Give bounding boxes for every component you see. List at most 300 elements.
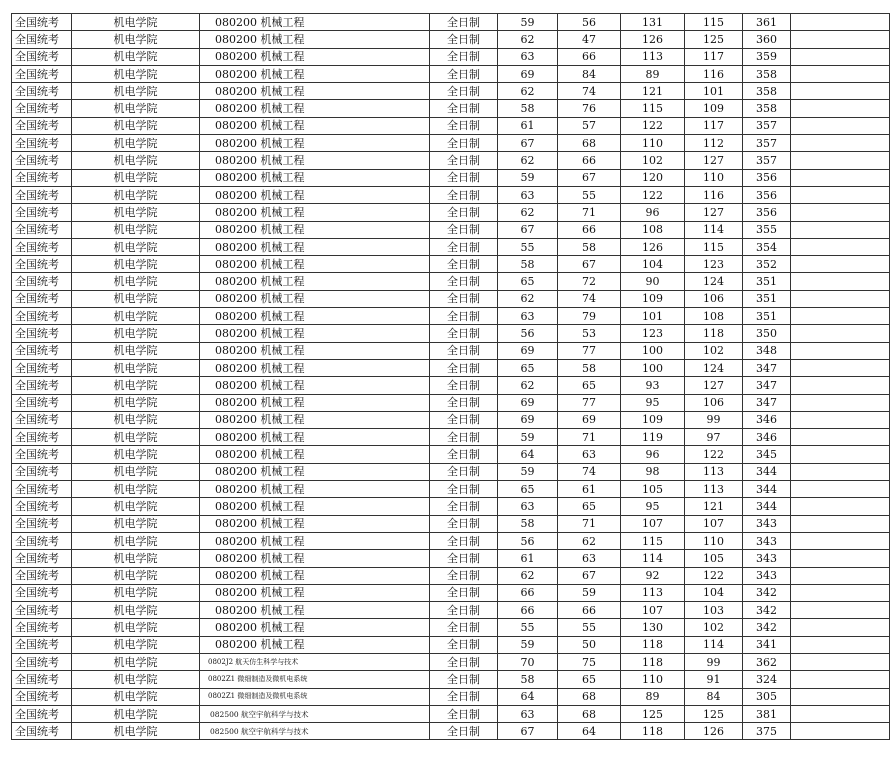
table-body <box>12 14 890 740</box>
exam-type-cell: 全国统考 <box>12 117 72 134</box>
college-cell: 机电学院 <box>72 446 200 463</box>
score-language-cell: 74 <box>558 83 621 100</box>
score-language-cell: 50 <box>558 636 621 653</box>
blank-cell <box>311 636 430 653</box>
exam-type-cell: 全国统考 <box>12 584 72 601</box>
major-cell: 080200 机械工程 <box>200 550 311 567</box>
table-row <box>12 653 890 670</box>
college-cell: 机电学院 <box>72 186 200 203</box>
major-cell: 080200 机械工程 <box>200 169 311 186</box>
score-math-cell: 126 <box>621 238 685 255</box>
score-politics-cell: 63 <box>498 186 558 203</box>
study-mode-cell: 全日制 <box>430 359 498 376</box>
table-row <box>12 429 890 446</box>
major-cell: 080200 机械工程 <box>200 446 311 463</box>
total-score-cell: 346 <box>743 411 791 428</box>
score-politics-cell: 55 <box>498 238 558 255</box>
blank-cell <box>311 117 430 134</box>
exam-type-cell: 全国统考 <box>12 238 72 255</box>
score-politics-cell: 66 <box>498 602 558 619</box>
blank-cell <box>311 567 430 584</box>
score-professional-cell: 101 <box>685 83 743 100</box>
score-language-cell: 66 <box>558 221 621 238</box>
blank-cell <box>311 705 430 722</box>
note-cell <box>791 411 890 428</box>
note-cell <box>791 31 890 48</box>
study-mode-cell: 全日制 <box>430 290 498 307</box>
table-row <box>12 532 890 549</box>
total-score-cell: 343 <box>743 550 791 567</box>
score-math-cell: 107 <box>621 515 685 532</box>
college-cell: 机电学院 <box>72 65 200 82</box>
score-math-cell: 96 <box>621 204 685 221</box>
score-math-cell: 110 <box>621 671 685 688</box>
blank-cell <box>311 429 430 446</box>
table-row <box>12 83 890 100</box>
note-cell <box>791 359 890 376</box>
score-math-cell: 109 <box>621 290 685 307</box>
table-row <box>12 117 890 134</box>
score-professional-cell: 127 <box>685 377 743 394</box>
major-cell: 080200 机械工程 <box>200 152 311 169</box>
table-row <box>12 273 890 290</box>
table-row <box>12 204 890 221</box>
score-politics-cell: 55 <box>498 619 558 636</box>
college-cell: 机电学院 <box>72 31 200 48</box>
college-cell: 机电学院 <box>72 152 200 169</box>
table-row <box>12 411 890 428</box>
score-math-cell: 118 <box>621 653 685 670</box>
score-math-cell: 95 <box>621 498 685 515</box>
exam-type-cell: 全国统考 <box>12 463 72 480</box>
major-cell: 080200 机械工程 <box>200 204 311 221</box>
score-language-cell: 53 <box>558 325 621 342</box>
score-politics-cell: 59 <box>498 463 558 480</box>
exam-type-cell: 全国统考 <box>12 481 72 498</box>
score-language-cell: 63 <box>558 550 621 567</box>
college-cell: 机电学院 <box>72 204 200 221</box>
exam-type-cell: 全国统考 <box>12 221 72 238</box>
major-cell: 080200 机械工程 <box>200 65 311 82</box>
major-cell: 080200 机械工程 <box>200 342 311 359</box>
score-math-cell: 105 <box>621 481 685 498</box>
score-math-cell: 108 <box>621 221 685 238</box>
score-professional-cell: 115 <box>685 238 743 255</box>
college-cell: 机电学院 <box>72 325 200 342</box>
score-professional-cell: 99 <box>685 411 743 428</box>
score-language-cell: 47 <box>558 31 621 48</box>
exam-type-cell: 全国统考 <box>12 152 72 169</box>
score-math-cell: 89 <box>621 688 685 705</box>
score-math-cell: 118 <box>621 723 685 740</box>
blank-cell <box>311 515 430 532</box>
blank-cell <box>311 204 430 221</box>
college-cell: 机电学院 <box>72 290 200 307</box>
study-mode-cell: 全日制 <box>430 100 498 117</box>
major-cell: 082500 航空宇航科学与技术 <box>200 705 311 722</box>
score-math-cell: 98 <box>621 463 685 480</box>
score-math-cell: 119 <box>621 429 685 446</box>
table-row <box>12 619 890 636</box>
score-math-cell: 107 <box>621 602 685 619</box>
total-score-cell: 360 <box>743 31 791 48</box>
total-score-cell: 354 <box>743 238 791 255</box>
score-politics-cell: 61 <box>498 117 558 134</box>
table-row <box>12 671 890 688</box>
total-score-cell: 324 <box>743 671 791 688</box>
total-score-cell: 351 <box>743 308 791 325</box>
college-cell: 机电学院 <box>72 273 200 290</box>
college-cell: 机电学院 <box>72 377 200 394</box>
score-language-cell: 65 <box>558 498 621 515</box>
table-row <box>12 48 890 65</box>
score-math-cell: 96 <box>621 446 685 463</box>
score-math-cell: 131 <box>621 14 685 31</box>
table-row <box>12 169 890 186</box>
score-language-cell: 63 <box>558 446 621 463</box>
major-cell: 080200 机械工程 <box>200 256 311 273</box>
exam-type-cell: 全国统考 <box>12 290 72 307</box>
exam-type-cell: 全国统考 <box>12 186 72 203</box>
note-cell <box>791 705 890 722</box>
exam-type-cell: 全国统考 <box>12 567 72 584</box>
college-cell: 机电学院 <box>72 394 200 411</box>
score-math-cell: 121 <box>621 83 685 100</box>
exam-type-cell: 全国统考 <box>12 429 72 446</box>
score-math-cell: 109 <box>621 411 685 428</box>
college-cell: 机电学院 <box>72 169 200 186</box>
major-cell: 082500 航空宇航科学与技术 <box>200 723 311 740</box>
major-cell: 080200 机械工程 <box>200 308 311 325</box>
table-row <box>12 481 890 498</box>
college-cell: 机电学院 <box>72 117 200 134</box>
study-mode-cell: 全日制 <box>430 186 498 203</box>
total-score-cell: 350 <box>743 325 791 342</box>
study-mode-cell: 全日制 <box>430 152 498 169</box>
score-professional-cell: 116 <box>685 65 743 82</box>
total-score-cell: 358 <box>743 100 791 117</box>
score-professional-cell: 124 <box>685 359 743 376</box>
total-score-cell: 344 <box>743 463 791 480</box>
score-language-cell: 58 <box>558 359 621 376</box>
note-cell <box>791 429 890 446</box>
exam-type-cell: 全国统考 <box>12 342 72 359</box>
score-math-cell: 122 <box>621 117 685 134</box>
score-language-cell: 56 <box>558 14 621 31</box>
score-politics-cell: 67 <box>498 221 558 238</box>
score-professional-cell: 118 <box>685 325 743 342</box>
total-score-cell: 361 <box>743 14 791 31</box>
table-row <box>12 135 890 152</box>
study-mode-cell: 全日制 <box>430 446 498 463</box>
note-cell <box>791 204 890 221</box>
exam-type-cell: 全国统考 <box>12 602 72 619</box>
score-politics-cell: 59 <box>498 429 558 446</box>
table-row <box>12 394 890 411</box>
blank-cell <box>311 463 430 480</box>
score-math-cell: 93 <box>621 377 685 394</box>
exam-type-cell: 全国统考 <box>12 65 72 82</box>
total-score-cell: 343 <box>743 567 791 584</box>
blank-cell <box>311 238 430 255</box>
score-politics-cell: 59 <box>498 14 558 31</box>
total-score-cell: 375 <box>743 723 791 740</box>
score-math-cell: 130 <box>621 619 685 636</box>
total-score-cell: 343 <box>743 515 791 532</box>
score-math-cell: 113 <box>621 48 685 65</box>
total-score-cell: 343 <box>743 532 791 549</box>
blank-cell <box>311 584 430 601</box>
note-cell <box>791 152 890 169</box>
score-politics-cell: 62 <box>498 567 558 584</box>
exam-type-cell: 全国统考 <box>12 515 72 532</box>
study-mode-cell: 全日制 <box>430 83 498 100</box>
blank-cell <box>311 532 430 549</box>
score-language-cell: 72 <box>558 273 621 290</box>
total-score-cell: 355 <box>743 221 791 238</box>
score-professional-cell: 121 <box>685 498 743 515</box>
note-cell <box>791 117 890 134</box>
score-politics-cell: 63 <box>498 48 558 65</box>
total-score-cell: 342 <box>743 602 791 619</box>
score-language-cell: 75 <box>558 653 621 670</box>
score-professional-cell: 116 <box>685 186 743 203</box>
study-mode-cell: 全日制 <box>430 204 498 221</box>
score-politics-cell: 58 <box>498 515 558 532</box>
study-mode-cell: 全日制 <box>430 584 498 601</box>
major-cell: 080200 机械工程 <box>200 515 311 532</box>
score-professional-cell: 102 <box>685 342 743 359</box>
note-cell <box>791 221 890 238</box>
score-language-cell: 76 <box>558 100 621 117</box>
score-language-cell: 68 <box>558 705 621 722</box>
total-score-cell: 352 <box>743 256 791 273</box>
major-cell: 080200 机械工程 <box>200 567 311 584</box>
college-cell: 机电学院 <box>72 653 200 670</box>
study-mode-cell: 全日制 <box>430 256 498 273</box>
total-score-cell: 344 <box>743 481 791 498</box>
table-row <box>12 186 890 203</box>
table-row <box>12 100 890 117</box>
score-politics-cell: 61 <box>498 550 558 567</box>
college-cell: 机电学院 <box>72 567 200 584</box>
note-cell <box>791 14 890 31</box>
total-score-cell: 341 <box>743 636 791 653</box>
score-math-cell: 113 <box>621 584 685 601</box>
major-cell: 080200 机械工程 <box>200 394 311 411</box>
score-professional-cell: 110 <box>685 169 743 186</box>
exam-type-cell: 全国统考 <box>12 653 72 670</box>
study-mode-cell: 全日制 <box>430 169 498 186</box>
table-row <box>12 446 890 463</box>
score-professional-cell: 105 <box>685 550 743 567</box>
note-cell <box>791 446 890 463</box>
score-math-cell: 115 <box>621 532 685 549</box>
score-language-cell: 77 <box>558 342 621 359</box>
study-mode-cell: 全日制 <box>430 65 498 82</box>
major-cell: 080200 机械工程 <box>200 290 311 307</box>
study-mode-cell: 全日制 <box>430 671 498 688</box>
total-score-cell: 358 <box>743 83 791 100</box>
exam-type-cell: 全国统考 <box>12 550 72 567</box>
study-mode-cell: 全日制 <box>430 688 498 705</box>
exam-type-cell: 全国统考 <box>12 31 72 48</box>
college-cell: 机电学院 <box>72 515 200 532</box>
total-score-cell: 347 <box>743 359 791 376</box>
score-professional-cell: 99 <box>685 653 743 670</box>
score-language-cell: 55 <box>558 186 621 203</box>
college-cell: 机电学院 <box>72 671 200 688</box>
exam-type-cell: 全国统考 <box>12 325 72 342</box>
exam-type-cell: 全国统考 <box>12 636 72 653</box>
table-row <box>12 463 890 480</box>
total-score-cell: 351 <box>743 273 791 290</box>
blank-cell <box>311 359 430 376</box>
table-row <box>12 723 890 740</box>
score-math-cell: 101 <box>621 308 685 325</box>
exam-type-cell: 全国统考 <box>12 498 72 515</box>
table-row <box>12 31 890 48</box>
study-mode-cell: 全日制 <box>430 14 498 31</box>
major-cell: 080200 机械工程 <box>200 636 311 653</box>
study-mode-cell: 全日制 <box>430 705 498 722</box>
blank-cell <box>311 723 430 740</box>
blank-cell <box>311 653 430 670</box>
study-mode-cell: 全日制 <box>430 532 498 549</box>
score-politics-cell: 58 <box>498 100 558 117</box>
table-row <box>12 602 890 619</box>
major-cell: 080200 机械工程 <box>200 463 311 480</box>
blank-cell <box>311 411 430 428</box>
table-row <box>12 308 890 325</box>
major-cell: 080200 机械工程 <box>200 411 311 428</box>
score-politics-cell: 62 <box>498 31 558 48</box>
score-politics-cell: 70 <box>498 653 558 670</box>
major-cell: 080200 机械工程 <box>200 532 311 549</box>
score-professional-cell: 127 <box>685 152 743 169</box>
score-math-cell: 115 <box>621 100 685 117</box>
score-politics-cell: 58 <box>498 256 558 273</box>
exam-type-cell: 全国统考 <box>12 446 72 463</box>
score-politics-cell: 67 <box>498 723 558 740</box>
score-math-cell: 122 <box>621 186 685 203</box>
score-language-cell: 77 <box>558 394 621 411</box>
study-mode-cell: 全日制 <box>430 135 498 152</box>
total-score-cell: 351 <box>743 290 791 307</box>
score-professional-cell: 122 <box>685 446 743 463</box>
score-math-cell: 126 <box>621 31 685 48</box>
college-cell: 机电学院 <box>72 238 200 255</box>
note-cell <box>791 325 890 342</box>
score-language-cell: 57 <box>558 117 621 134</box>
note-cell <box>791 688 890 705</box>
note-cell <box>791 273 890 290</box>
table-row <box>12 342 890 359</box>
study-mode-cell: 全日制 <box>430 429 498 446</box>
blank-cell <box>311 83 430 100</box>
college-cell: 机电学院 <box>72 498 200 515</box>
blank-cell <box>311 14 430 31</box>
note-cell <box>791 653 890 670</box>
study-mode-cell: 全日制 <box>430 325 498 342</box>
score-math-cell: 102 <box>621 152 685 169</box>
score-math-cell: 114 <box>621 550 685 567</box>
note-cell <box>791 100 890 117</box>
score-professional-cell: 110 <box>685 532 743 549</box>
score-politics-cell: 62 <box>498 152 558 169</box>
table-row <box>12 256 890 273</box>
blank-cell <box>311 100 430 117</box>
score-professional-cell: 114 <box>685 636 743 653</box>
exam-type-cell: 全国统考 <box>12 723 72 740</box>
college-cell: 机电学院 <box>72 481 200 498</box>
score-politics-cell: 67 <box>498 135 558 152</box>
blank-cell <box>311 48 430 65</box>
note-cell <box>791 65 890 82</box>
score-politics-cell: 66 <box>498 584 558 601</box>
table-row <box>12 377 890 394</box>
total-score-cell: 357 <box>743 135 791 152</box>
major-cell: 080200 机械工程 <box>200 481 311 498</box>
blank-cell <box>311 671 430 688</box>
score-professional-cell: 102 <box>685 619 743 636</box>
table-row <box>12 705 890 722</box>
note-cell <box>791 584 890 601</box>
major-cell: 0802J2 航天仿生科学与技术 <box>200 653 311 670</box>
note-cell <box>791 550 890 567</box>
score-professional-cell: 122 <box>685 567 743 584</box>
score-math-cell: 110 <box>621 135 685 152</box>
major-cell: 080200 机械工程 <box>200 48 311 65</box>
major-cell: 080200 机械工程 <box>200 31 311 48</box>
note-cell <box>791 463 890 480</box>
total-score-cell: 346 <box>743 429 791 446</box>
table-row <box>12 238 890 255</box>
total-score-cell: 357 <box>743 117 791 134</box>
college-cell: 机电学院 <box>72 83 200 100</box>
exam-type-cell: 全国统考 <box>12 532 72 549</box>
blank-cell <box>311 31 430 48</box>
admission-score-table <box>11 13 890 740</box>
score-language-cell: 67 <box>558 169 621 186</box>
score-politics-cell: 69 <box>498 65 558 82</box>
score-math-cell: 118 <box>621 636 685 653</box>
score-politics-cell: 62 <box>498 290 558 307</box>
table-row <box>12 550 890 567</box>
exam-type-cell: 全国统考 <box>12 359 72 376</box>
score-professional-cell: 125 <box>685 705 743 722</box>
exam-type-cell: 全国统考 <box>12 308 72 325</box>
college-cell: 机电学院 <box>72 723 200 740</box>
score-professional-cell: 107 <box>685 515 743 532</box>
score-math-cell: 104 <box>621 256 685 273</box>
score-language-cell: 79 <box>558 308 621 325</box>
exam-type-cell: 全国统考 <box>12 394 72 411</box>
study-mode-cell: 全日制 <box>430 653 498 670</box>
exam-type-cell: 全国统考 <box>12 619 72 636</box>
table-row <box>12 290 890 307</box>
score-language-cell: 65 <box>558 671 621 688</box>
major-cell: 080200 机械工程 <box>200 498 311 515</box>
exam-type-cell: 全国统考 <box>12 135 72 152</box>
score-professional-cell: 113 <box>685 481 743 498</box>
major-cell: 080200 机械工程 <box>200 273 311 290</box>
total-score-cell: 381 <box>743 705 791 722</box>
college-cell: 机电学院 <box>72 359 200 376</box>
note-cell <box>791 308 890 325</box>
score-language-cell: 58 <box>558 238 621 255</box>
study-mode-cell: 全日制 <box>430 567 498 584</box>
